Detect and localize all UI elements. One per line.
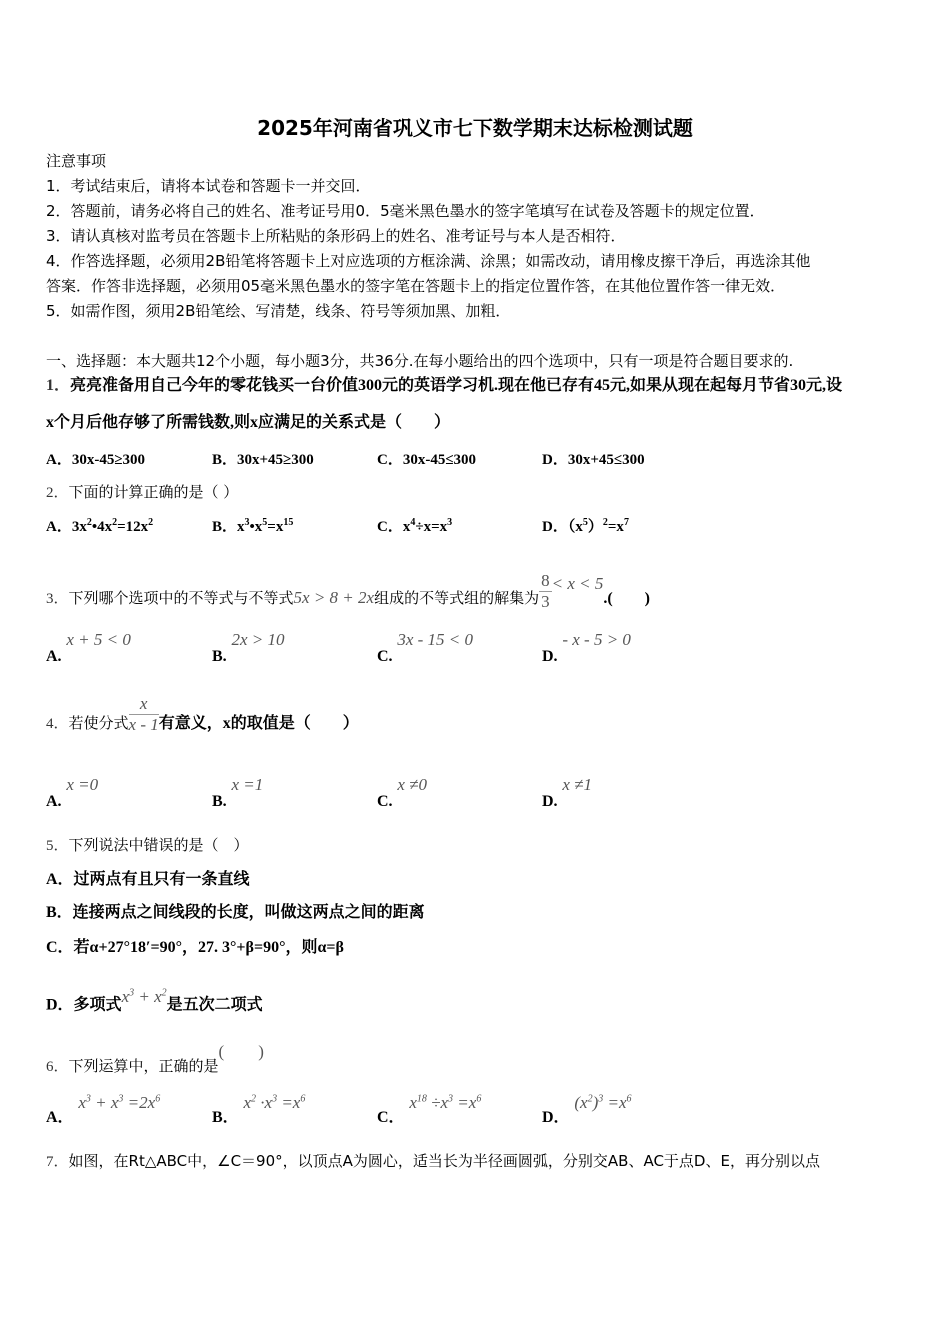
option-label: C. <box>377 793 393 810</box>
q2-option-a[interactable] <box>46 515 153 536</box>
q1-option-b[interactable]: B．30x+45≥300 <box>212 452 314 468</box>
fraction <box>129 694 159 735</box>
notice-item: 5．如需作图，须用2B铅笔绘、写清楚，线条、符号等须加黑、加粗． <box>46 302 511 320</box>
question-5 <box>46 835 249 856</box>
section-heading: 一、选择题：本大题共12个小题，每小题3分，共36分.在每小题给出的四个选项中，只有一项是符合题目要求的. <box>46 352 794 370</box>
math: 2x > 10 <box>231 630 285 649</box>
option-text: 是五次二项式 <box>166 996 263 1014</box>
q4-option-b[interactable] <box>212 775 263 811</box>
math: =x <box>267 519 284 535</box>
question-number: 5． <box>46 838 69 854</box>
q5-option-b[interactable]: B．连接两点之间线段的长度，叫做这两点之间的距离 <box>46 904 425 921</box>
q5-option-c[interactable]: C．若α+27°18′=90°，27. 3°+β=90°，则α=β <box>46 939 344 956</box>
math: =12x <box>117 519 149 535</box>
question-text: 下列说法中错误的是（ ） <box>68 836 249 854</box>
notice-item: 2．答题前，请务必将自己的姓名、准考证号用0．5毫米黑色墨水的签字笔填写在试卷及答题卡的规定位置． <box>46 202 765 220</box>
q6-option-a[interactable] <box>46 1093 160 1127</box>
question-text: 如图，在Rt△ABC中，∠C＝90°，以顶点A为圆心，适当长为半径画圆弧，分别交AB、AC于点D、E，再分别以点 <box>68 1152 820 1170</box>
q5-option-a[interactable]: A．过两点有且只有一条直线 <box>46 871 250 888</box>
notice-item: 4．作答选择题，必须用2B铅笔将答题卡上对应选项的方框涂满、涂黑；如需改动，请用橡皮擦干净后，再选涂其他 <box>46 252 811 270</box>
question-number: 4． <box>46 716 69 732</box>
option-label: A． <box>46 519 72 535</box>
page-title: 2025年河南省巩义市七下数学期末达标检测试题 <box>257 116 693 140</box>
q3-option-d[interactable] <box>542 630 631 666</box>
question-number: 6． <box>46 1059 69 1075</box>
math: 3 <box>447 517 453 528</box>
q1-option-a[interactable]: A．30x-45≥300 <box>46 452 146 468</box>
math: •x <box>249 519 263 535</box>
math: 4 <box>410 517 416 528</box>
option-label: C． <box>377 519 403 535</box>
math: $x^2 \cdot x^3 =x^6$ <box>243 1093 306 1112</box>
denominator: x - 1 <box>128 715 159 734</box>
math: x =0 <box>66 775 99 794</box>
math: $x^{18} \div x^3 =x^6$ <box>409 1093 482 1112</box>
option-label: C． <box>377 1109 405 1126</box>
option-label: D. <box>542 648 558 665</box>
q3-option-b[interactable] <box>212 630 284 666</box>
question-text: 亮亮准备用自己今年的零花钱买一台价值300元的英语学习机.现在他已存有45元,如果从现在起每月节省30元,设 <box>70 377 843 394</box>
q4-option-a[interactable] <box>46 775 98 811</box>
math: 3 <box>244 517 250 528</box>
q6-option-b[interactable] <box>212 1093 305 1127</box>
option-label: B． <box>212 519 238 535</box>
option-text: D．多项式 <box>46 996 122 1014</box>
option-label: A. <box>46 648 62 665</box>
question-6 <box>46 1030 264 1089</box>
question-number: 7． <box>46 1154 69 1170</box>
question-number: 2． <box>46 485 69 501</box>
math: =x <box>607 519 624 535</box>
math: 2 <box>602 517 608 528</box>
notice-item: 答案．作答非选择题，必须用05毫米黑色墨水的签字笔在答题卡上的指定位置作答，在其他位置作答一律无效． <box>46 277 786 295</box>
option-label: D． <box>542 519 568 535</box>
fraction <box>539 571 552 612</box>
question-3 <box>46 552 650 631</box>
math: •4x <box>91 519 113 535</box>
question-text: 若使分式 <box>68 714 129 732</box>
question-text: 有意义，x的取值是（ ） <box>158 715 359 732</box>
notice-item: 1．考试结束后，请将本试卷和答题卡一并交回． <box>46 177 371 195</box>
q6-option-d[interactable] <box>542 1093 632 1127</box>
numerator: 8 <box>541 571 550 590</box>
question-7 <box>46 1151 820 1172</box>
q1-option-d[interactable]: D．30x+45≤300 <box>542 452 645 468</box>
math: ） <box>587 519 603 535</box>
q5-option-d[interactable] <box>46 975 263 1024</box>
answer-blank: ( ) <box>218 1042 264 1061</box>
math: 3x - 15 < 0 <box>397 630 474 649</box>
q2-option-c[interactable] <box>377 515 452 536</box>
question-text: 下面的计算正确的是（ ） <box>68 483 239 501</box>
q2-option-b[interactable] <box>212 515 293 536</box>
math: 2 <box>86 517 92 528</box>
math: x ≠1 <box>562 775 592 794</box>
question-4 <box>46 694 359 746</box>
math: x + 5 < 0 <box>66 630 131 649</box>
inequality: < x < 5 <box>551 574 604 593</box>
question-2 <box>46 482 238 503</box>
q3-option-a[interactable] <box>46 630 131 666</box>
math: 5 <box>262 517 268 528</box>
q2-option-d[interactable] <box>542 515 629 536</box>
option-label: C. <box>377 648 393 665</box>
math: $(x^2)^3 =x^6$ <box>574 1093 632 1112</box>
question-text: 下列运算中，正确的是 <box>68 1057 219 1075</box>
math: 5 <box>582 517 588 528</box>
option-label: A. <box>46 793 62 810</box>
math: x ≠0 <box>397 775 427 794</box>
option-label: D. <box>542 793 558 810</box>
option-label: D． <box>542 1109 570 1126</box>
inequality: 5x > 8 + 2x <box>293 588 375 607</box>
option-label: A． <box>46 1109 74 1126</box>
math: 3x <box>71 519 87 535</box>
notice-item: 3．请认真核对监考员在答题卡上所粘贴的条形码上的姓名、准考证号与本人是否相符． <box>46 227 626 245</box>
q4-option-d[interactable] <box>542 775 592 811</box>
notice-heading: 注意事项 <box>46 152 107 170</box>
q3-option-c[interactable] <box>377 630 473 666</box>
math: 7 <box>623 517 629 528</box>
option-label: B. <box>212 648 227 665</box>
question-number: 1． <box>46 377 71 394</box>
q6-option-c[interactable] <box>377 1093 481 1127</box>
math: $x^3 + x^2$ <box>121 986 167 1006</box>
math: - x - 5 > 0 <box>562 630 631 649</box>
math: x <box>237 519 245 535</box>
option-label: B． <box>212 1109 239 1126</box>
math: 2 <box>148 517 154 528</box>
answer-blank: .( ) <box>603 590 651 607</box>
q4-option-c[interactable] <box>377 775 427 811</box>
math: x <box>402 519 411 535</box>
math: 15 <box>283 517 294 528</box>
q1-option-c[interactable]: C．30x-45≤300 <box>377 452 477 468</box>
option-label: B. <box>212 793 227 810</box>
math: $x^3 + x^3 =2x^6$ <box>78 1093 161 1112</box>
question-text: 组成的不等式组的解集为 <box>374 589 540 607</box>
denominator: 3 <box>541 592 550 611</box>
math: ÷x=x <box>415 519 448 535</box>
question-1 <box>46 376 842 396</box>
question-text: 下列哪个选项中的不等式与不等式 <box>68 589 294 607</box>
numerator: x <box>129 694 159 715</box>
question-number: 3． <box>46 591 69 607</box>
question-1-line2: x个月后他存够了所需钱数,则x应满足的关系式是（ ） <box>46 414 451 431</box>
math: （x <box>567 519 583 535</box>
math: 2 <box>112 517 118 528</box>
math: x =1 <box>231 775 264 794</box>
